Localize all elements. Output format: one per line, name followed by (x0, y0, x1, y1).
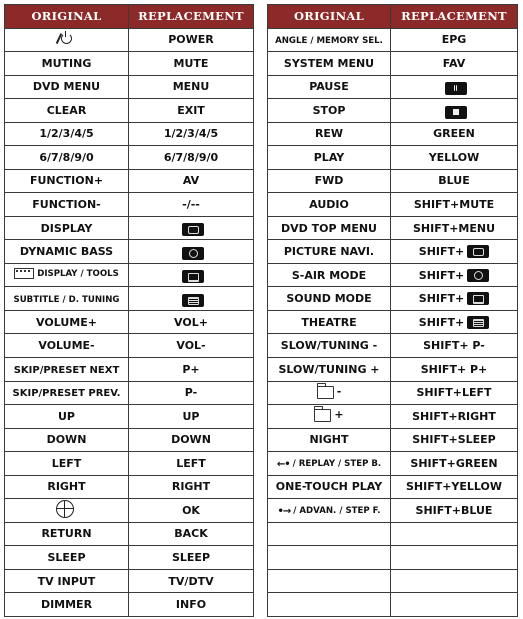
right-mapping-table (267, 4, 518, 617)
replacement-cell-label: MENU (172, 80, 210, 94)
original-cell-label: DOWN (46, 433, 87, 447)
replacement-cell (129, 310, 254, 334)
table-row (268, 522, 518, 546)
replacement-cell (391, 452, 518, 476)
original-cell (5, 522, 129, 546)
replacement-cell-label: OK (182, 503, 200, 517)
original-cell (5, 569, 129, 593)
original-cell (5, 593, 129, 617)
replacement-cell (391, 310, 518, 334)
crosshair-icon (56, 500, 74, 518)
replacement-cell (129, 52, 254, 76)
replacement-cell (129, 216, 254, 240)
original-cell-label: PICTURE NAVI. (283, 245, 375, 259)
power-icon (58, 33, 72, 44)
original-cell-label: 1/2/3/4/5 (39, 127, 94, 141)
table-row (5, 428, 254, 452)
table-row (5, 381, 254, 405)
replacement-cell (391, 334, 518, 358)
original-cell-label: VOLUME- (38, 339, 95, 353)
table-row (268, 75, 518, 99)
replacement-cell-label: SHIFT+SLEEP (412, 433, 496, 447)
table-row (268, 569, 518, 593)
folder-icon (317, 386, 334, 399)
original-cell-label: SKIP/PRESET PREV. (12, 388, 121, 400)
replacement-cell-label: FAV (442, 56, 466, 70)
original-cell (268, 216, 391, 240)
replacement-cell (391, 569, 518, 593)
original-cell (5, 334, 129, 358)
table-row (5, 593, 254, 617)
table-row (5, 287, 254, 311)
original-cell (268, 381, 391, 405)
advance-arrow-icon: •→ (277, 505, 291, 517)
replacement-cell-label: SHIFT+YELLOW (405, 480, 503, 494)
original-cell-label: / ADVAN. / STEP F. (293, 506, 381, 517)
replacement-cell-label: POWER (168, 33, 214, 47)
replacement-cell (391, 99, 518, 123)
table-row (268, 287, 518, 311)
replacement-cell-label: VOL+ (174, 315, 208, 329)
table-row (268, 499, 518, 523)
original-cell-label: FUNCTION+ (29, 174, 104, 188)
replacement-cell-label: LEFT (176, 456, 206, 470)
original-cell (5, 546, 129, 570)
original-cell (268, 75, 391, 99)
original-cell-label: ANGLE / MEMORY SEL. (275, 36, 383, 47)
original-cell-label: LEFT (51, 456, 82, 470)
replacement-cell-label: VOL- (176, 339, 206, 353)
replacement-cell (129, 28, 254, 52)
replacement-cell (129, 240, 254, 264)
table-row (5, 263, 254, 287)
original-cell-label: RETURN (41, 527, 92, 541)
original-cell (268, 28, 391, 52)
original-cell-label: PAUSE (309, 80, 349, 94)
original-cell (268, 569, 391, 593)
replacement-cell-label: SHIFT+LEFT (416, 386, 492, 400)
replacement-cell (391, 263, 518, 287)
replacement-cell (129, 357, 254, 381)
replacement-cell-label: -/-- (182, 198, 200, 212)
table-row (268, 99, 518, 123)
replacement-cell (391, 499, 518, 523)
left-mapping-table (4, 4, 254, 617)
table-row (5, 475, 254, 499)
original-cell-label: SOUND MODE (286, 292, 372, 306)
original-cell (268, 263, 391, 287)
original-cell (5, 499, 129, 523)
table-row (5, 357, 254, 381)
screen-icon (467, 245, 489, 258)
table-row (268, 593, 518, 617)
replacement-cell (129, 146, 254, 170)
replacement-cell (129, 405, 254, 429)
original-cell (268, 169, 391, 193)
original-cell-label: REW (314, 127, 344, 141)
replacement-cell (391, 357, 518, 381)
replacement-cell-label: SHIFT+RIGHT (412, 409, 496, 423)
replacement-cell-label: SHIFT+ (418, 245, 465, 259)
replacement-cell (391, 216, 518, 240)
dots-display-icon (14, 268, 34, 279)
replacement-cell (391, 193, 518, 217)
table-row (5, 52, 254, 76)
table-row (5, 546, 254, 570)
tv-icon (467, 292, 489, 305)
table-row (268, 546, 518, 570)
replacement-cell (129, 381, 254, 405)
table-row (268, 240, 518, 264)
table-row (5, 193, 254, 217)
list-icon (467, 316, 489, 329)
replacement-cell-label: SHIFT+BLUE (415, 503, 493, 517)
replacement-cell-label: P- (184, 386, 198, 400)
original-cell (5, 405, 129, 429)
original-cell-label: DYNAMIC BASS (19, 245, 114, 259)
table-row (5, 169, 254, 193)
replacement-cell (391, 240, 518, 264)
table-row (5, 240, 254, 264)
original-cell (5, 381, 129, 405)
replacement-cell (391, 428, 518, 452)
table-row (268, 263, 518, 287)
original-cell (268, 522, 391, 546)
header-original: ORIGINAL (5, 5, 129, 29)
table-row (268, 52, 518, 76)
replacement-cell (391, 169, 518, 193)
original-cell (268, 240, 391, 264)
pause-icon (445, 82, 467, 95)
replay-arrow-icon: ←• (276, 458, 290, 470)
original-cell-label: FWD (314, 174, 344, 188)
original-cell-label: THEATRE (301, 315, 357, 329)
replacement-cell (129, 263, 254, 287)
table-row (5, 499, 254, 523)
original-cell (268, 593, 391, 617)
original-cell-label: SUBTITLE / D. TUNING (13, 295, 120, 306)
replacement-cell (129, 546, 254, 570)
replacement-cell-label: SHIFT+MUTE (413, 198, 495, 212)
original-cell-label: CLEAR (46, 103, 87, 117)
replacement-cell (129, 522, 254, 546)
replacement-cell (391, 522, 518, 546)
replacement-cell-label: P+ (182, 362, 200, 376)
original-cell-label: UP (58, 409, 75, 423)
table-row (5, 522, 254, 546)
replacement-cell (391, 28, 518, 52)
original-cell-label: DVD MENU (32, 80, 101, 94)
original-cell (268, 310, 391, 334)
replacement-cell (129, 452, 254, 476)
replacement-cell (391, 546, 518, 570)
original-cell (268, 334, 391, 358)
replacement-cell-label: SLEEP (171, 550, 211, 564)
original-cell (5, 146, 129, 170)
table-row (5, 216, 254, 240)
original-cell-label: RIGHT (47, 480, 86, 494)
table-row (5, 452, 254, 476)
original-cell-label: DIMMER (40, 598, 93, 612)
original-cell-label: PLAY (313, 150, 345, 164)
original-cell-label: DISPLAY (40, 221, 93, 235)
replacement-cell-label: SHIFT+ P+ (420, 362, 488, 376)
original-cell-label: 6/7/8/9/0 (39, 150, 94, 164)
original-cell-label: - (336, 384, 342, 398)
replacement-cell (391, 122, 518, 146)
original-cell (5, 287, 129, 311)
tv-icon (182, 270, 204, 283)
table-row (268, 28, 518, 52)
original-cell-label: STOP (312, 103, 346, 117)
original-cell (268, 122, 391, 146)
original-cell (5, 428, 129, 452)
replacement-cell-label: AV (182, 174, 200, 188)
original-cell (268, 52, 391, 76)
table-row (268, 357, 518, 381)
original-cell (5, 52, 129, 76)
original-cell-label: NIGHT (309, 433, 349, 447)
original-cell-label: S-AIR MODE (291, 268, 367, 282)
original-cell-label: SKIP/PRESET NEXT (13, 364, 120, 376)
original-cell (5, 122, 129, 146)
original-cell-label: TV INPUT (37, 574, 96, 588)
replacement-cell-label: DOWN (171, 433, 211, 447)
replacement-cell (129, 475, 254, 499)
table-row (268, 193, 518, 217)
replacement-cell (129, 75, 254, 99)
original-cell (268, 193, 391, 217)
original-cell-label: DVD TOP MENU (281, 221, 377, 235)
original-cell-label: SLOW/TUNING + (278, 362, 380, 376)
original-cell (5, 169, 129, 193)
replacement-cell-label: SHIFT+GREEN (410, 456, 498, 470)
replacement-cell (391, 405, 518, 429)
replacement-cell (129, 428, 254, 452)
table-row (268, 216, 518, 240)
replacement-cell-label: SHIFT+ (418, 268, 465, 282)
table-row (5, 310, 254, 334)
header-original: ORIGINAL (268, 5, 391, 29)
replacement-cell (129, 593, 254, 617)
circle-icon (467, 269, 489, 282)
replacement-cell-label: MUTE (173, 56, 209, 70)
original-cell (268, 357, 391, 381)
replacement-cell (129, 99, 254, 123)
replacement-cell-label: YELLOW (428, 150, 480, 164)
table-row (5, 28, 254, 52)
original-cell-label: MUTING (41, 56, 92, 70)
replacement-cell (391, 52, 518, 76)
original-cell (268, 287, 391, 311)
replacement-cell-label: UP (182, 409, 200, 423)
replacement-cell-label: GREEN (433, 127, 475, 141)
replacement-cell (129, 169, 254, 193)
table-row (268, 334, 518, 358)
table-row (5, 122, 254, 146)
original-cell-label: VOLUME+ (36, 315, 97, 329)
table-row (268, 405, 518, 429)
replacement-cell-label: SHIFT+ P- (423, 339, 485, 353)
replacement-cell (129, 499, 254, 523)
circle-icon (182, 247, 204, 260)
replacement-cell-label: 1/2/3/4/5 (163, 127, 219, 141)
original-cell (268, 428, 391, 452)
original-cell (268, 146, 391, 170)
table-row (268, 428, 518, 452)
table-row (268, 452, 518, 476)
table-row (268, 475, 518, 499)
original-cell (268, 546, 391, 570)
table-row (5, 569, 254, 593)
replacement-cell-label: EPG (441, 33, 467, 47)
replacement-cell (129, 569, 254, 593)
original-cell (5, 310, 129, 334)
original-cell (5, 357, 129, 381)
table-row (5, 99, 254, 123)
table-row (5, 334, 254, 358)
table-row (5, 405, 254, 429)
original-cell (268, 499, 391, 523)
replacement-cell (391, 593, 518, 617)
replacement-cell-label: SHIFT+MENU (412, 221, 496, 235)
replacement-cell (391, 381, 518, 405)
replacement-cell (391, 475, 518, 499)
original-cell (5, 99, 129, 123)
original-cell-label: + (334, 408, 344, 422)
original-cell-label: DISPLAY / TOOLS (37, 268, 119, 279)
folder-icon (314, 409, 331, 422)
table-row (268, 122, 518, 146)
replacement-cell-label: INFO (175, 598, 207, 612)
original-cell-label: SYSTEM MENU (283, 56, 375, 70)
header-replacement: REPLACEMENT (129, 5, 254, 29)
table-row (268, 381, 518, 405)
screen-icon (182, 223, 204, 236)
list-icon (182, 294, 204, 307)
replacement-cell (391, 75, 518, 99)
original-cell (268, 475, 391, 499)
replacement-cell (129, 287, 254, 311)
original-cell (5, 452, 129, 476)
table-row (5, 75, 254, 99)
original-cell-label: / REPLAY / STEP B. (292, 459, 382, 470)
original-cell (5, 263, 129, 287)
table-row (268, 310, 518, 334)
original-cell (268, 99, 391, 123)
replacement-cell-label: RIGHT (171, 480, 211, 494)
original-cell (5, 475, 129, 499)
original-cell-label: SLOW/TUNING - (280, 339, 378, 353)
original-cell (5, 216, 129, 240)
original-cell (268, 405, 391, 429)
replacement-cell-label: SHIFT+ (418, 292, 465, 306)
table-row (268, 169, 518, 193)
stop-icon (445, 106, 467, 119)
original-cell-label: SLEEP (47, 550, 86, 564)
replacement-cell-label: BLUE (438, 174, 470, 188)
replacement-cell-label: 6/7/8/9/0 (163, 150, 219, 164)
table-row (268, 146, 518, 170)
original-cell (268, 452, 391, 476)
original-cell (5, 28, 129, 52)
original-cell-label: ONE-TOUCH PLAY (275, 480, 383, 494)
table-row (5, 146, 254, 170)
replacement-cell (129, 122, 254, 146)
original-cell-label: FUNCTION- (32, 198, 101, 212)
replacement-cell (391, 287, 518, 311)
replacement-cell-label: TV/DTV (168, 574, 214, 588)
replacement-cell (391, 146, 518, 170)
replacement-cell-label: SHIFT+ (418, 315, 465, 329)
replacement-cell (129, 193, 254, 217)
replacement-cell (129, 334, 254, 358)
header-replacement: REPLACEMENT (391, 5, 518, 29)
replacement-cell-label: BACK (174, 527, 208, 541)
original-cell (5, 240, 129, 264)
original-cell (5, 193, 129, 217)
original-cell-label: AUDIO (309, 198, 349, 212)
original-cell (5, 75, 129, 99)
replacement-cell-label: EXIT (177, 103, 205, 117)
